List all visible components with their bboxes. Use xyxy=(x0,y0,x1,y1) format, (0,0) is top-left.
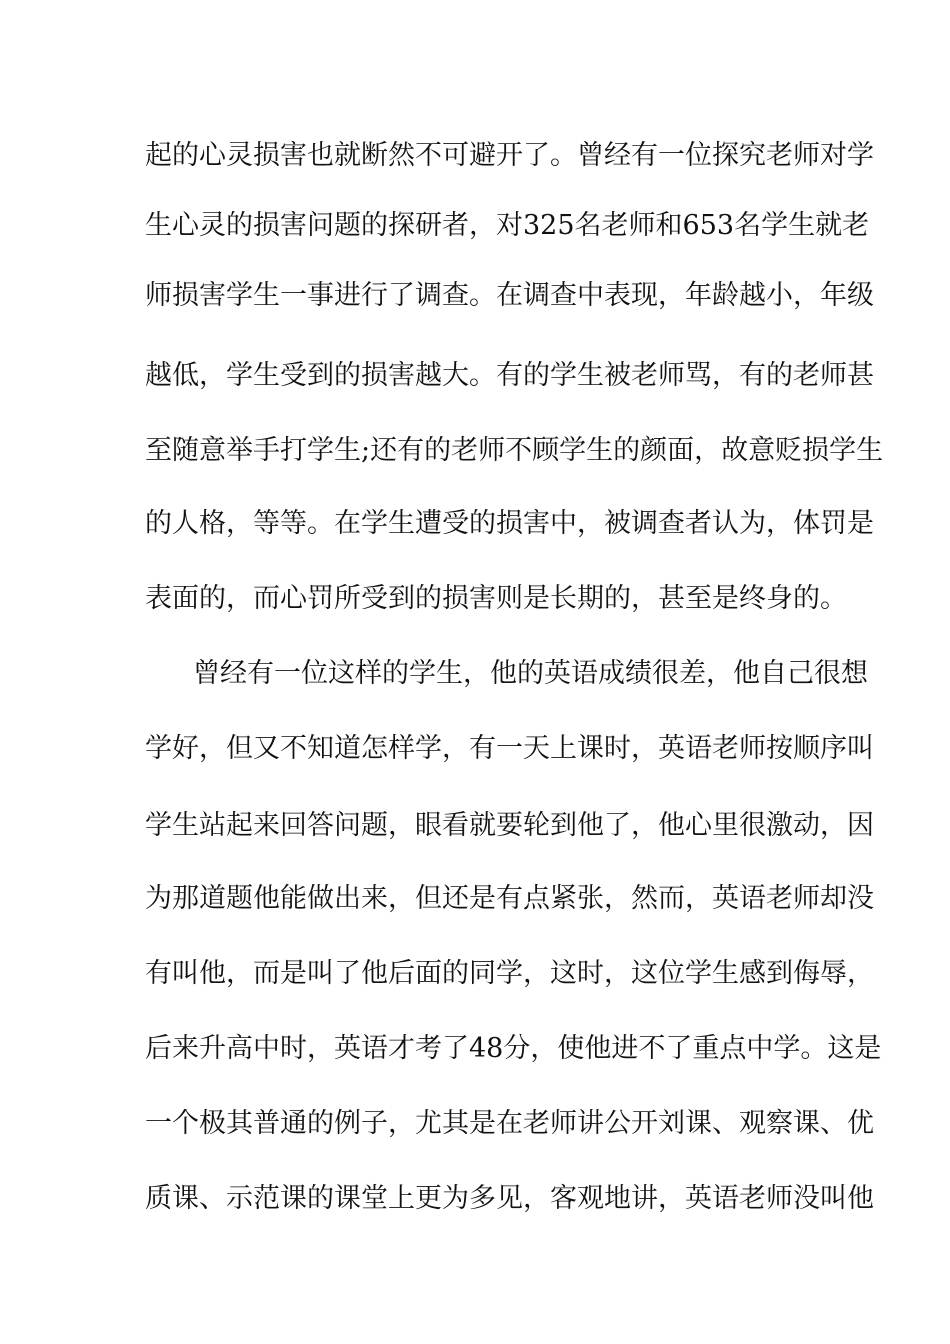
text-line: 生心灵的损害问题的探研者，对325名老师和653名学生就老 xyxy=(145,210,870,241)
text-line: 学生站起来回答问题，眼看就要轮到他了，他心里很激动，因 xyxy=(145,810,874,841)
text-line: 起的心灵损害也就断然不可避开了。曾经有一位探究老师对学 xyxy=(145,140,874,171)
paragraph-first-line: 曾经有一位这样的学生，他的英语成绩很差，他自己很想 xyxy=(193,658,868,689)
text-line: 至随意举手打学生;还有的老师不顾学生的颜面，故意贬损学生 xyxy=(145,435,884,466)
text-line: 有叫他，而是叫了他后面的同学，这时，这位学生感到侮辱， xyxy=(145,958,874,989)
text-line: 学好，但又不知道怎样学，有一天上课时，英语老师按顺序叫 xyxy=(145,733,874,764)
text-line: 一个极其普通的例子，尤其是在老师讲公开刘课、观察课、优 xyxy=(145,1108,874,1139)
text-line: 师损害学生一事进行了调查。在调查中表现，年龄越小，年级 xyxy=(145,280,874,311)
text-line: 的人格，等等。在学生遭受的损害中，被调查者认为，体罚是 xyxy=(145,508,874,539)
text-line: 为那道题他能做出来，但还是有点紧张，然而，英语老师却没 xyxy=(145,883,874,914)
text-line: 质课、示范课的课堂上更为多见，客观地讲，英语老师没叫他 xyxy=(145,1183,874,1214)
text-line: 越低，学生受到的损害越大。有的学生被老师骂，有的老师甚 xyxy=(145,360,874,391)
text-line: 后来升高中时，英语才考了48分，使他进不了重点中学。这是 xyxy=(145,1033,882,1064)
paragraph-end-line: 表面的，而心罚所受到的损害则是长期的，甚至是终身的。 xyxy=(145,583,847,614)
